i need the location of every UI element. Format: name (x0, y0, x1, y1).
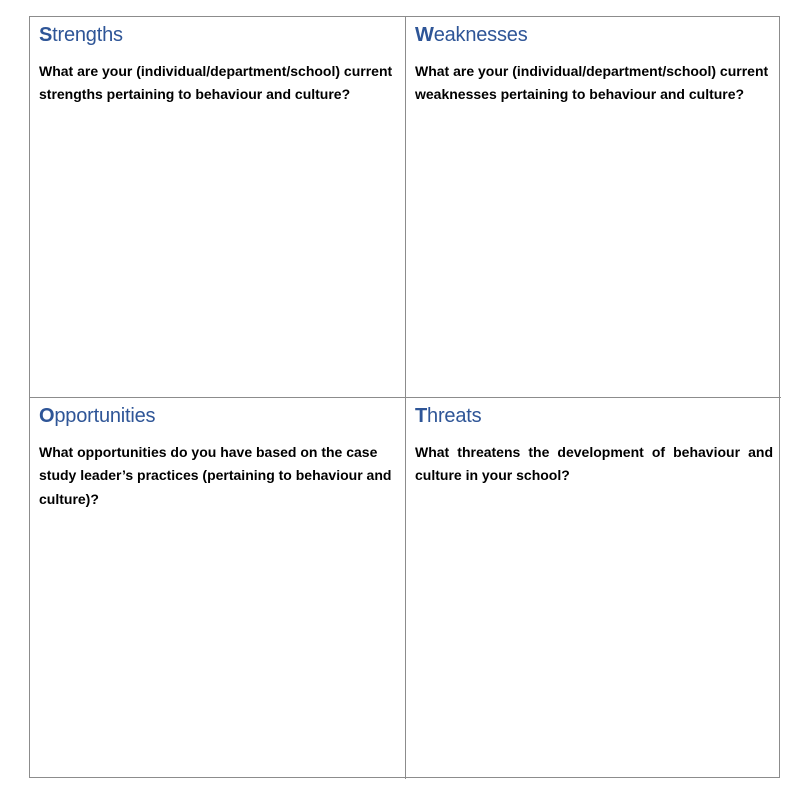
threats-heading-initial: T (415, 405, 428, 427)
opportunities-cell (30, 398, 406, 779)
weaknesses-heading (415, 22, 773, 48)
opportunities-heading-rest: pportunities (54, 405, 156, 427)
weaknesses-cell (406, 17, 781, 398)
strengths-question: What are your (individual/department/school) current strengths pertaining to behaviour and culture? (39, 63, 393, 103)
threats-cell (406, 398, 781, 779)
opportunities-question: What opportunities do you have based on the case study leader’s practices (pertaining to behaviour and culture)? (39, 444, 392, 507)
threats-heading (415, 403, 773, 429)
threats-heading-rest: hreats (427, 405, 482, 427)
threats-question: What threatens the development of behaviour and culture in your school? (415, 444, 773, 484)
weaknesses-question: What are your (individual/department/school) current weaknesses pertaining to behaviour and culture? (415, 63, 769, 103)
weaknesses-heading-rest: eaknesses (433, 24, 528, 46)
weaknesses-heading-initial: W (415, 24, 434, 46)
opportunities-heading-initial: O (39, 405, 55, 427)
opportunities-heading (39, 403, 397, 429)
strengths-heading-initial: S (39, 24, 53, 46)
swot-table (29, 16, 780, 778)
strengths-heading (39, 22, 397, 48)
cropped-text-above (0, 0, 812, 4)
strengths-cell (30, 17, 406, 398)
strengths-heading-rest: trengths (52, 24, 123, 46)
